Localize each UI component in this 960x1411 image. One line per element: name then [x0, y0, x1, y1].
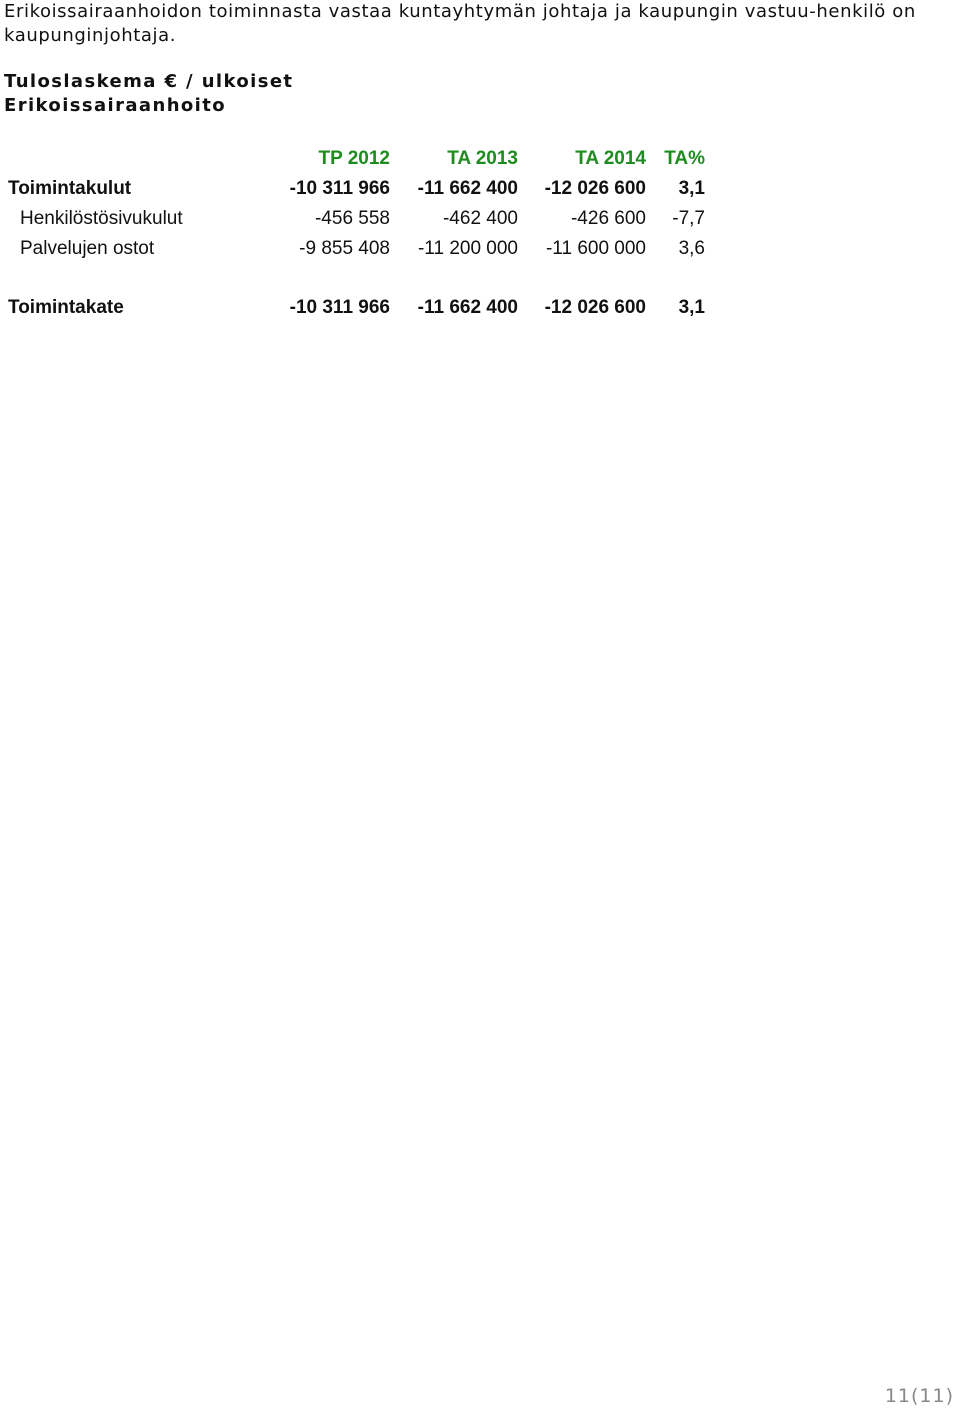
row-label: Toimintakulut [8, 178, 132, 199]
row-value: -10 311 966 [289, 178, 390, 199]
row-value: -12 026 600 [544, 297, 646, 318]
row-label: Toimintakate [8, 297, 124, 318]
row-value: -12 026 600 [544, 178, 646, 199]
row-value: 3,1 [678, 178, 705, 199]
row-value: -7,7 [672, 208, 705, 229]
row-value: -11 662 400 [417, 178, 518, 199]
table-total-row [0, 293, 705, 323]
row-label: Palvelujen ostot [20, 238, 155, 259]
table-header-row [0, 144, 705, 174]
row-label: Henkilöstösivukulut [20, 208, 183, 229]
page-number: 11(11) [884, 1385, 954, 1407]
row-value: -11 600 000 [545, 238, 646, 259]
row-value: -426 600 [570, 208, 646, 229]
row-value: -9 855 408 [299, 238, 390, 259]
column-header-tp2012: TP 2012 [318, 148, 390, 169]
table-row [0, 234, 705, 264]
table-spacer-row [0, 264, 705, 293]
row-value: -11 662 400 [417, 297, 518, 318]
intro-paragraph: Erikoissairaanhoidon toiminnasta vastaa kuntayhtymän johtaja ja kaupungin vastuu-henkilö on kaupunginjohtaja. [4, 1, 916, 46]
column-header-label [0, 144, 270, 174]
statement-heading: Tuloslaskema € / ulkoiset [4, 71, 294, 92]
row-value: -456 558 [314, 208, 390, 229]
column-header-ta2014: TA 2014 [575, 148, 646, 169]
row-value: -11 200 000 [417, 238, 518, 259]
row-value: 3,6 [678, 238, 705, 259]
column-header-ta-percent: TA% [664, 148, 705, 169]
column-header-ta2013: TA 2013 [447, 148, 518, 169]
row-value: -462 400 [442, 208, 518, 229]
table-row [0, 174, 705, 204]
budget-table [0, 144, 705, 323]
row-value: 3,1 [678, 297, 705, 318]
row-value: -10 311 966 [289, 297, 390, 318]
table-row [0, 204, 705, 234]
unit-heading: Erikoissairaanhoito [4, 95, 227, 116]
